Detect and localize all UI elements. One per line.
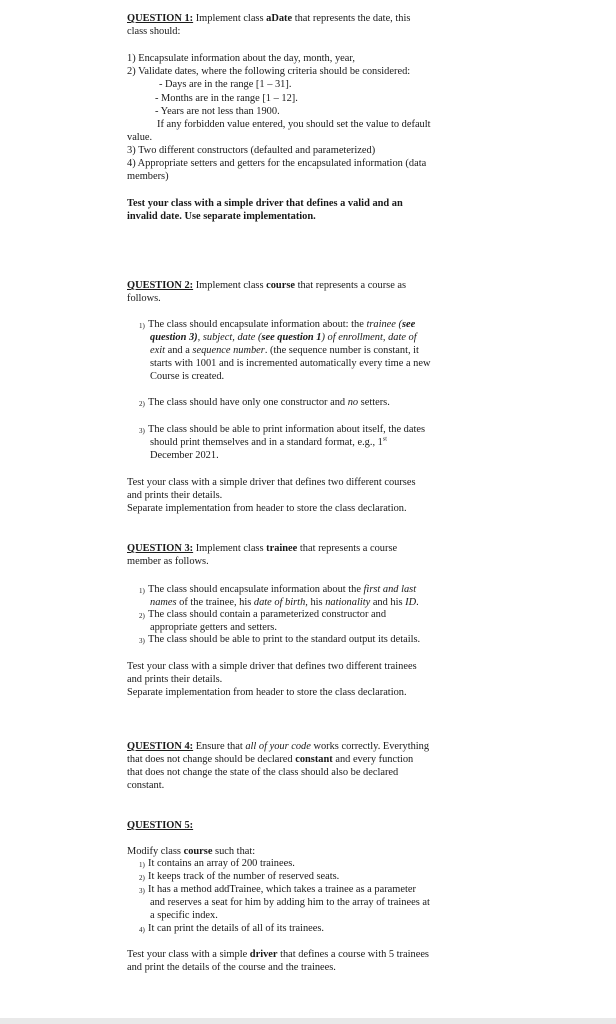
q5-item-1: It contains an array of 200 trainees.	[148, 858, 295, 869]
q5-item-4-number: 4)	[139, 926, 145, 934]
q2-heading: QUESTION 2:	[127, 280, 194, 291]
q2-test-line-2: and prints their details.	[127, 490, 223, 501]
q2-item-1-line-3: exit and a sequence number. (the sequence number is constant, it	[150, 345, 419, 356]
q1-default-note-2: value.	[127, 132, 153, 143]
q3-intro-line-2: member as follows.	[127, 556, 209, 567]
q5-item-3-line-2: and reserves a seat for him by adding him to the array of trainees at	[150, 897, 430, 908]
q1-intro-line-2: class should:	[127, 26, 181, 37]
q2-item-1-line-4: starts with 1001 and is incremented automatically every time a new	[150, 358, 431, 369]
q4-line-2: that does not change should be declared constant and every function	[127, 754, 414, 765]
q1-test-line-1: Test your class with a simple driver that defines a valid and an	[127, 198, 403, 209]
q5-class-name: course	[183, 846, 213, 857]
q5-item-3-line-1: It has a method addTrainee, which takes a trainee as a parameter	[148, 884, 416, 895]
q1-item-3: 3) Two different constructors (defaulted and parameterized)	[127, 145, 376, 156]
q4-heading: QUESTION 4:	[127, 741, 194, 752]
q2-item-1-line-2: question 3), subject, date (see question 1) of enrollment, date of	[150, 332, 417, 343]
q5-item-3-line-3: a specific index.	[150, 910, 218, 921]
q1-criterion-years: - Years are not less than 1900.	[155, 106, 280, 117]
q1-item-4: 4) Appropriate setters and getters for the encapsulated information (data	[127, 158, 427, 169]
q1-class-name: aDate	[266, 13, 293, 24]
q2-test-line-1: Test your class with a simple driver that defines two different courses	[127, 477, 416, 488]
q5-test-line-1: Test your class with a simple driver that defines a course with 5 trainees	[127, 949, 429, 960]
q3-item-2-line-2: appropriate getters and setters.	[150, 622, 277, 633]
q2-item-3-line-1: The class should be able to print information about itself, the dates	[148, 424, 426, 435]
q2-intro-line-2: follows.	[127, 293, 161, 304]
q1-heading: QUESTION 1:	[127, 13, 194, 24]
q4-line-4: constant.	[127, 780, 165, 791]
q2-item-3-number: 3)	[139, 427, 145, 435]
q2-intro-line: QUESTION 2: Implement class course that represents a course as	[127, 280, 407, 291]
q2-class-name: course	[266, 280, 295, 291]
q3-separate-note: Separate implementation from header to store the class declaration.	[127, 687, 407, 698]
q3-item-1-line-2: names of the trainee, his date of birth, his nationality and his ID.	[150, 597, 419, 608]
q2-item-1-line-5: Course is created.	[150, 371, 225, 382]
q2-item-2: The class should have only one constructor and no setters.	[148, 397, 390, 408]
q2-item-1-number: 1)	[139, 322, 145, 330]
q3-item-1-number: 1)	[139, 587, 145, 595]
q5-item-2: It keeps track of the number of reserved seats.	[148, 871, 340, 882]
q2-item-2-number: 2)	[139, 400, 145, 408]
q1-item-4-cont: members)	[127, 171, 169, 182]
q3-item-2-line-1: The class should contain a parameterized constructor and	[148, 609, 387, 620]
q2-separate-note: Separate implementation from header to store the class declaration.	[127, 503, 407, 514]
q3-item-2-number: 2)	[139, 612, 145, 620]
q1-item-2: 2) Validate dates, where the following criteria should be considered:	[127, 66, 411, 77]
bottom-edge-bar	[0, 1018, 616, 1024]
q1-criterion-days: - Days are in the range [1 – 31].	[159, 79, 292, 90]
q3-item-1-line-1: The class should encapsulate information about the first and last	[148, 584, 417, 595]
q5-item-4: It can print the details of all of its trainees.	[148, 923, 325, 934]
q5-modify-line: Modify class course such that:	[127, 846, 256, 857]
q5-item-1-number: 1)	[139, 861, 145, 869]
q1-test-line-2: invalid date. Use separate implementation.	[127, 211, 316, 222]
q2-item-3-line-2: should print themselves and in a standard format, e.g., 1st	[150, 436, 387, 448]
q1-default-note: If any forbidden value entered, you should set the value to default	[157, 119, 431, 130]
q3-heading: QUESTION 3:	[127, 543, 194, 554]
q3-item-3-number: 3)	[139, 637, 145, 645]
q5-item-3-number: 3)	[139, 887, 145, 895]
q4-line-3: that does not change the state of the class should also be declared	[127, 767, 399, 778]
q4-line-1: QUESTION 4: Ensure that all of your code works correctly. Everything	[127, 741, 430, 752]
q3-test-line-2: and prints their details.	[127, 674, 223, 685]
q2-item-1-line-1: The class should encapsulate information about: the trainee (see	[148, 319, 416, 330]
q3-item-3: The class should be able to print to the standard output its details.	[148, 634, 421, 645]
q5-heading: QUESTION 5:	[127, 820, 194, 831]
q3-intro-line: QUESTION 3: Implement class trainee that represents a course	[127, 543, 398, 554]
q5-item-2-number: 2)	[139, 874, 145, 882]
q5-test-line-2: and print the details of the course and the trainees.	[127, 962, 336, 973]
q3-class-name: trainee	[266, 543, 298, 554]
q3-test-line-1: Test your class with a simple driver that defines two different trainees	[127, 661, 417, 672]
q1-intro-line: QUESTION 1: Implement class aDate that represents the date, this	[127, 13, 411, 24]
q2-item-3-line-3: December 2021.	[150, 450, 219, 461]
q1-item-1: 1) Encapsulate information about the day, month, year,	[127, 53, 356, 64]
q1-criterion-months: - Months are in the range [1 – 12].	[155, 93, 298, 104]
